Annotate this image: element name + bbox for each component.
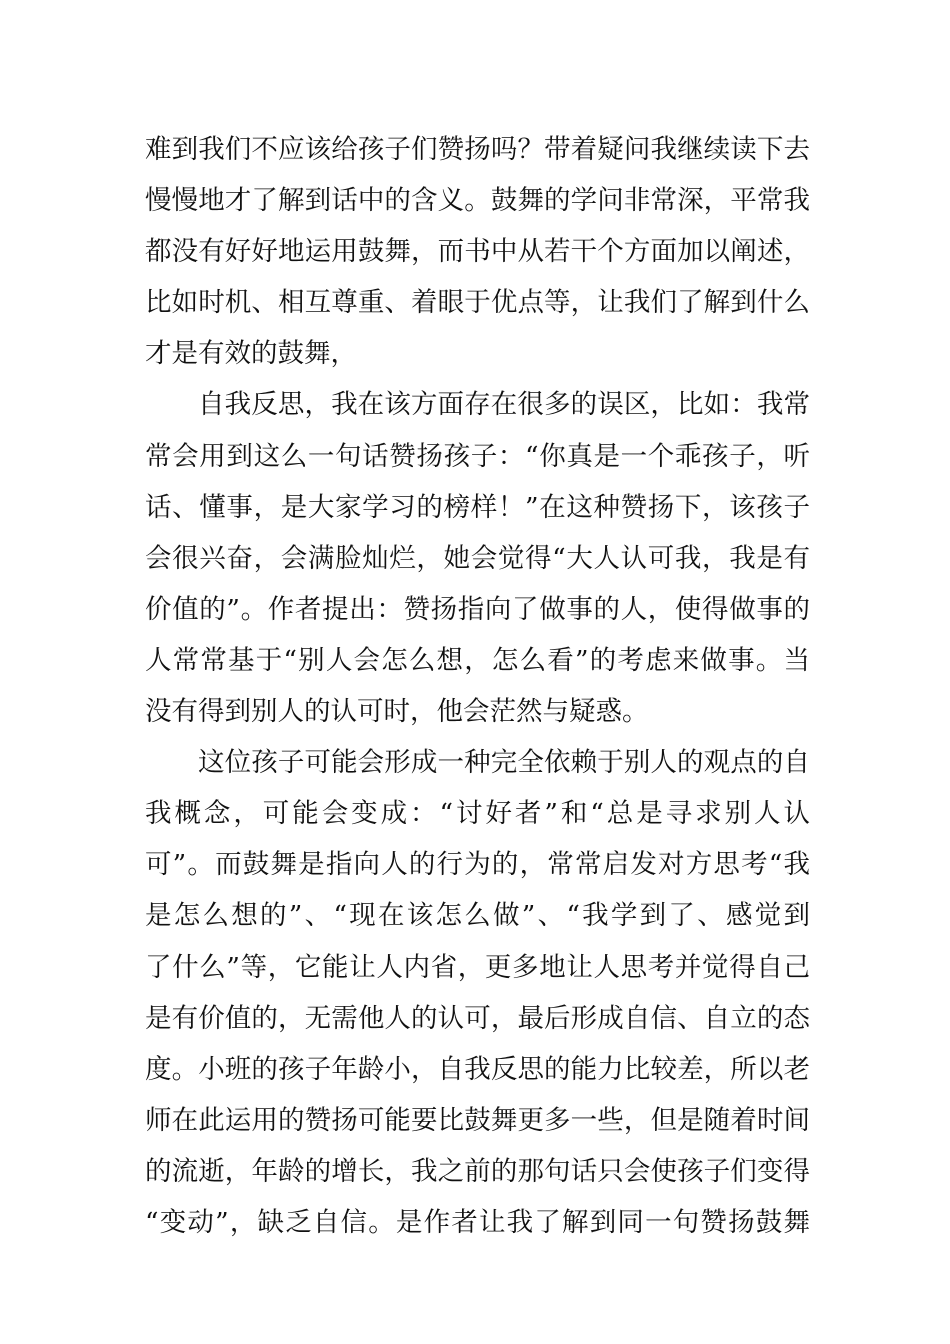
paragraph-line: 价值的”。作者提出：赞扬指向了做事的人，使得做事的	[145, 593, 810, 625]
paragraph-line: 是有价值的，无需他人的认可，最后形成自信、自立的态	[145, 1002, 810, 1034]
paragraph-line: 没有得到别人的认可时，他会茫然与疑惑。	[145, 696, 649, 728]
paragraph-line: 人常常基于“别人会怎么想，怎么看”的考虑来做事。当	[145, 644, 810, 676]
paragraph-1	[145, 124, 810, 379]
paragraph-line: 才是有效的鼓舞，	[145, 338, 357, 370]
paragraph-2	[145, 379, 810, 737]
paragraph-line: 师在此运用的赞扬可能要比鼓舞更多一些，但是随着时间	[145, 1104, 810, 1136]
paragraph-line: 都没有好好地运用鼓舞，而书中从若干个方面加以阐述，	[145, 236, 810, 268]
paragraph-line: 度。小班的孩子年龄小，自我反思的能力比较差，所以老	[145, 1053, 810, 1085]
paragraph-line: 是怎么想的”、“现在该怎么做”、“我学到了、感觉到	[145, 900, 810, 932]
paragraph-line: 会很兴奋，会满脸灿烂，她会觉得“大人认可我，我是有	[145, 542, 810, 574]
document-body	[145, 124, 810, 1248]
paragraph-line: 自我反思，我在该方面存在很多的误区，比如：我常	[198, 389, 810, 421]
paragraph-line: 难到我们不应该给孩子们赞扬吗？带着疑问我继续读下去	[145, 134, 810, 165]
paragraph-line: 这位孩子可能会形成一种完全依赖于别人的观点的自	[198, 747, 810, 779]
paragraph-line: 慢慢地才了解到话中的含义。鼓舞的学问非常深，平常我	[145, 185, 810, 217]
paragraph-3	[145, 737, 810, 1248]
paragraph-line: 我概念，可能会变成：“讨好者”和“总是寻求别人认	[145, 798, 810, 830]
paragraph-line: 的流逝，年龄的增长，我之前的那句话只会使孩子们变得	[145, 1155, 810, 1187]
paragraph-line: 了什么”等，它能让人内省，更多地让人思考并觉得自己	[145, 951, 810, 983]
paragraph-line: 话、懂事，是大家学习的榜样！”在这种赞扬下，该孩子	[145, 491, 810, 523]
paragraph-line: 比如时机、相互尊重、着眼于优点等，让我们了解到什么	[145, 287, 810, 319]
paragraph-line: 可”。而鼓舞是指向人的行为的，常常启发对方思考“我	[145, 849, 810, 881]
paragraph-line: 常会用到这么一句话赞扬孩子：“你真是一个乖孩子，听	[145, 440, 810, 472]
paragraph-line: “变动”，缺乏自信。是作者让我了解到同一句赞扬鼓舞	[145, 1206, 810, 1238]
